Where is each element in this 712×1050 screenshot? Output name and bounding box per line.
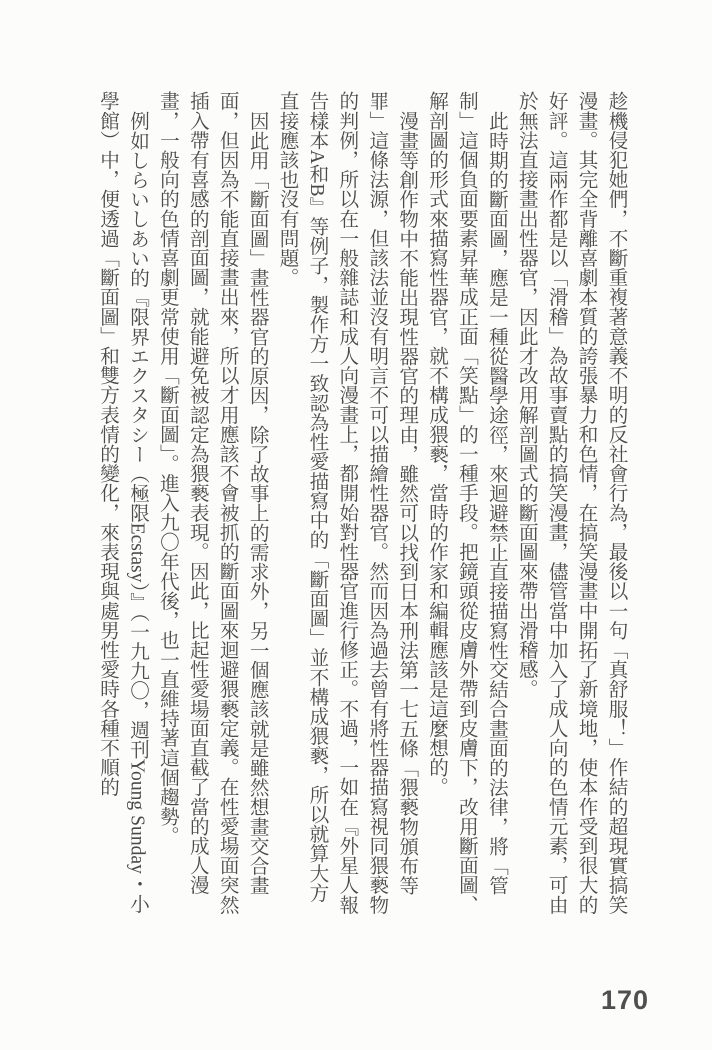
paragraph-5: 例如しらいしあい的『限界エクスタシー（極限Ecstasy）』（一九九〇，週刊Young Sunday・小學館）中，便透過「斷面圖」和雙方表情的變化，來表現與處男性愛時各種不順的: [96, 91, 148, 913]
paragraph-4: 因此用「斷面圖」畫性器官的原因，除了故事上的需求外，另一個應該就是雖然想畫交合畫面，但因為不能直接畫出來，所以才用應該不會被抓的斷面圖來迴避猥褻定義。在性愛場面突然插入帶有喜感的剖面圖，就能避免被認定為猥褻表現。因此，比起性愛場面直截了當的成人漫畫，一般向的色情喜劇更常使用「斷面圖」。進入九〇年代後，也一直維持著這個趨勢。: [156, 91, 268, 915]
paragraph-continuation: 趁機侵犯她們，不斷重複著意義不明的反社會行為，最後以一句「真舒服！」作結的超現實搞笑漫畫。其完全背離喜劇本質的誇張暴力和色情，在搞笑漫畫中開拓了新境地，使本作受到很大的好評。這兩作都是以「滑稽」為故事賣點的搞笑漫畫，儘管當中加入了成人向的色情元素，可由於無法直接畫出性器官，因此才改用解剖圖式的斷面圖來帶出滑稽感。: [515, 91, 626, 915]
paragraph-2: 此時期的斷面圖，應是一種從醫學途徑，來迴避禁止直接描寫性交結合畫面的法律，將「管制」這個負面要素昇華成正面「笑點」的一種手段。把鏡頭從皮膚外帶到皮膚下，改用斷面圖、解剖圖的形式來描寫性器官，就不構成猥褻，當時的作家和編輯應該是這麼想的。: [425, 91, 507, 915]
vertical-text-block: [92, 91, 630, 921]
page-number: 170: [601, 985, 650, 1015]
paragraph-3: 漫畫等創作物中不能出現性器官的理由，雖然可以找到日本刑法第一七五條「猥褻物頒布等罪」這條法源，但該法並沒有明言不可以描繪性器官。然而因為過去曾有將性器描寫視同猥褻物的判例，所以在一般雜誌和成人向漫畫上，都開始對性器官進行修正。不過，一如在『外星人報告樣本A和B』等例子，製作方一致認為性愛描寫中的「斷面圖」並不構成猥褻，所以就算大方直接應該也沒有問題。: [276, 91, 417, 915]
